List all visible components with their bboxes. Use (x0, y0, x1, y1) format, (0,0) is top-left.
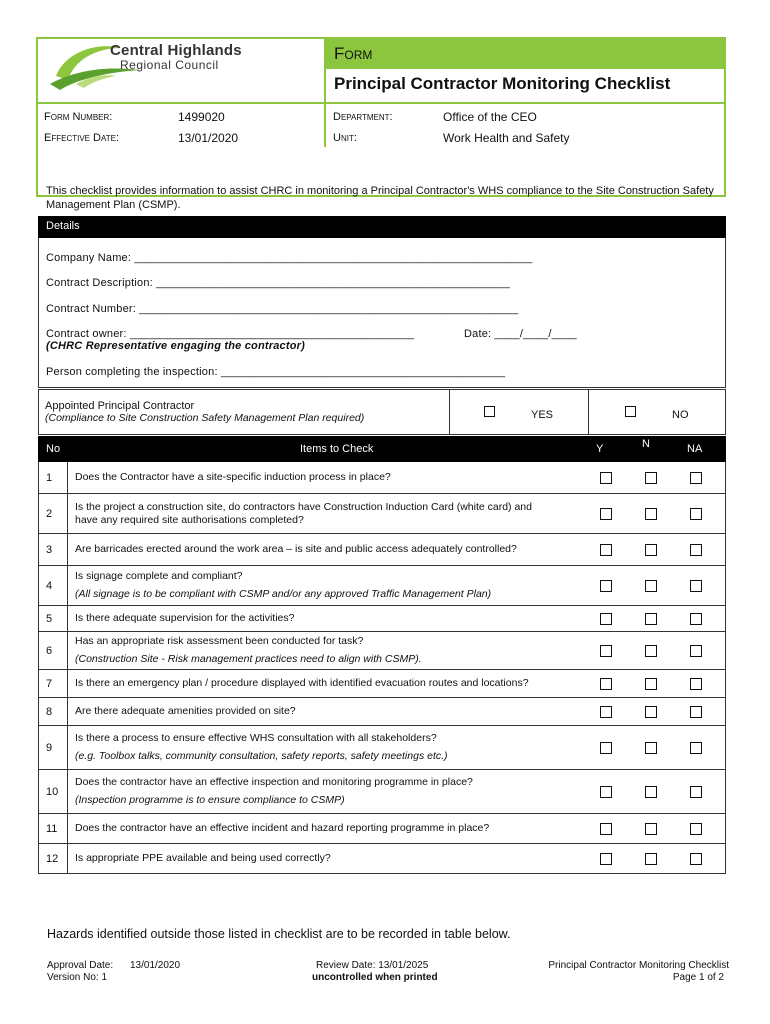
table-row (38, 670, 726, 698)
checkbox-n[interactable] (645, 706, 657, 718)
row-item-note: (e.g. Toolbox talks, community consultation, safety reports, safety meetings etc.) (75, 750, 448, 762)
checkbox-na[interactable] (690, 613, 702, 625)
col-na: NA (687, 443, 703, 455)
col-n: N (642, 438, 650, 450)
row-number: 2 (46, 507, 53, 520)
row-number: 3 (46, 543, 53, 556)
row-number: 10 (46, 785, 59, 798)
checkbox-y[interactable] (600, 742, 612, 754)
date-field[interactable]: Date: ____/____/____ (464, 328, 577, 340)
yes-label: YES (531, 409, 554, 421)
page-number: Page 1 of 2 (672, 972, 724, 983)
row-item-text: Is the project a construction site, do contractors have Construction Induction Card (white card) and have any required site authorisations completed? (75, 500, 532, 526)
unit-value: Work Health and Safety (443, 131, 570, 145)
row-number-cell (39, 814, 68, 843)
effective-date-value: 13/01/2020 (178, 131, 239, 145)
hazards-note: Hazards identified outside those listed in checklist are to be recorded in table below. (47, 927, 511, 941)
row-number: 5 (46, 612, 53, 625)
table-row (38, 632, 726, 670)
row-item-text: Has an appropriate risk assessment been conducted for task? (75, 635, 364, 647)
table-row (38, 534, 726, 566)
row-number: 11 (46, 822, 58, 835)
row-number: 1 (46, 471, 53, 484)
checkbox-n[interactable] (645, 823, 657, 835)
form-bar (324, 38, 725, 69)
appointed-divider (588, 389, 589, 435)
checkbox-y[interactable] (600, 823, 612, 835)
effective-date-label: Effective Date: (44, 132, 120, 144)
row-item-text: Is there an emergency plan / procedure displayed with identified evacuation routes and locations? (75, 677, 529, 689)
uncontrolled-label: uncontrolled when printed (312, 972, 438, 983)
checkbox-n[interactable] (645, 786, 657, 798)
row-item-text: Is appropriate PPE available and being used correctly? (75, 852, 331, 864)
table-row (38, 726, 726, 770)
department-value: Office of the CEO (443, 110, 537, 124)
company-name-field[interactable]: Company Name: _______________________________________________________________ (46, 252, 533, 264)
contract-description-field[interactable]: Contract Description: ________________________________________________________ (46, 277, 510, 289)
details-heading-bar (38, 216, 726, 238)
row-item-text: Are barricades erected around the work area – is site and public access adequately controlled? (75, 543, 517, 555)
row-number-cell (39, 726, 68, 769)
details-box (38, 216, 726, 388)
contract-owner-note: (CHRC Representative engaging the contractor) (46, 340, 305, 352)
table-header (38, 436, 726, 462)
checkbox-na[interactable] (690, 706, 702, 718)
table-row (38, 698, 726, 726)
contract-number-field[interactable]: Contract Number: ____________________________________________________________ (46, 303, 519, 315)
approval-date: 13/01/2020 (130, 960, 181, 971)
row-number-cell (39, 494, 68, 533)
checkbox-y[interactable] (600, 544, 612, 556)
row-item-text: Does the contractor have an effective inspection and monitoring programme in place? (75, 776, 473, 788)
table-row (38, 844, 726, 874)
no-checkbox[interactable] (625, 406, 636, 417)
checkbox-na[interactable] (690, 645, 702, 657)
row-number: 12 (46, 852, 59, 865)
contract-owner-field[interactable]: Contract owner: _____________________________________________ (46, 328, 415, 340)
row-number-cell (39, 632, 68, 669)
checkbox-na[interactable] (690, 580, 702, 592)
row-number-cell (39, 566, 68, 605)
row-number: 4 (46, 579, 53, 592)
form-label: Form (334, 44, 373, 63)
row-item-cell (75, 726, 555, 769)
col-y: Y (596, 443, 604, 455)
yes-checkbox[interactable] (484, 406, 495, 417)
row-item-cell (75, 462, 555, 493)
unit-label: Unit: (333, 132, 357, 144)
header-rule (38, 102, 725, 104)
checkbox-y[interactable] (600, 508, 612, 520)
row-item-text: Does the contractor have an effective incident and hazard reporting programme in place? (75, 822, 490, 834)
review-date: Review Date: 13/01/2025 (316, 960, 429, 971)
row-number: 6 (46, 644, 53, 657)
table-row (38, 494, 726, 534)
checkbox-na[interactable] (690, 853, 702, 865)
no-label: NO (672, 409, 689, 421)
approval-label: Approval Date: (47, 960, 114, 971)
checkbox-na[interactable] (690, 472, 702, 484)
row-number-cell (39, 606, 68, 631)
row-number-cell (39, 770, 68, 813)
form-number-value: 1499020 (178, 110, 225, 124)
table-row (38, 566, 726, 606)
checkbox-na[interactable] (690, 742, 702, 754)
org-name: Central Highlands (110, 42, 242, 59)
checkbox-n[interactable] (645, 508, 657, 520)
row-item-text: Is signage complete and compliant? (75, 570, 243, 582)
checkbox-n[interactable] (645, 613, 657, 625)
row-item-text: Is there adequate supervision for the activities? (75, 612, 295, 624)
form-number-label: Form Number: (44, 111, 113, 123)
footer-doc-title: Principal Contractor Monitoring Checklist (548, 960, 729, 971)
checkbox-na[interactable] (690, 823, 702, 835)
row-item-cell (75, 566, 555, 605)
row-item-note: (All signage is to be compliant with CSMP and/or any approved Traffic Management Plan) (75, 588, 492, 600)
checkbox-y[interactable] (600, 472, 612, 484)
table-row (38, 814, 726, 844)
appointed-title: Appointed Principal Contractor (45, 400, 195, 412)
col-items: Items to Check (300, 443, 374, 455)
checkbox-y[interactable] (600, 786, 612, 798)
row-number-cell (39, 462, 68, 493)
row-number: 7 (46, 677, 53, 690)
version-number: Version No: 1 (47, 972, 108, 983)
intro-text: This checklist provides information to assist CHRC in monitoring a Principal Contractor's WHS compliance to the Site Construction Safety Management Plan (CSMP). (46, 185, 714, 211)
row-item-text: Are there adequate amenities provided on site? (75, 705, 296, 717)
checkbox-na[interactable] (690, 544, 702, 556)
col-no: No (46, 443, 61, 455)
person-completing-field[interactable]: Person completing the inspection: _____________________________________________ (46, 366, 506, 378)
page-title: Principal Contractor Monitoring Checklist (334, 74, 671, 93)
department-label: Department: (333, 111, 393, 123)
row-item-cell (75, 670, 555, 697)
checkbox-y[interactable] (600, 645, 612, 657)
checkbox-n[interactable] (645, 645, 657, 657)
checkbox-n[interactable] (645, 580, 657, 592)
row-item-cell (75, 494, 555, 533)
row-item-cell (75, 632, 555, 669)
row-item-note: (Inspection programme is to ensure compliance to CSMP) (75, 794, 345, 806)
details-heading: Details (46, 220, 80, 232)
checkbox-na[interactable] (690, 678, 702, 690)
checkbox-n[interactable] (645, 472, 657, 484)
row-number-cell (39, 534, 68, 565)
org-subname: Regional Council (120, 58, 219, 72)
row-number: 9 (46, 741, 53, 754)
checkbox-y[interactable] (600, 580, 612, 592)
row-item-cell (75, 844, 555, 873)
table-row (38, 606, 726, 632)
row-item-text: Does the Contractor have a site-specific induction process in place? (75, 471, 391, 483)
checkbox-y[interactable] (600, 706, 612, 718)
row-item-cell (75, 770, 555, 813)
row-item-cell (75, 698, 555, 725)
row-number-cell (39, 670, 68, 697)
row-number-cell (39, 844, 68, 873)
row-item-cell (75, 606, 555, 631)
row-number: 8 (46, 705, 53, 718)
checkbox-y[interactable] (600, 613, 612, 625)
table-row (38, 770, 726, 814)
checkbox-n[interactable] (645, 678, 657, 690)
row-item-text: Is there a process to ensure effective WHS consultation with all stakeholders? (75, 732, 437, 744)
appointed-divider (449, 389, 450, 435)
checkbox-n[interactable] (645, 544, 657, 556)
table-row (38, 462, 726, 494)
checkbox-n[interactable] (645, 853, 657, 865)
checkbox-na[interactable] (690, 508, 702, 520)
checkbox-na[interactable] (690, 786, 702, 798)
row-item-cell (75, 814, 555, 843)
row-item-cell (75, 534, 555, 565)
row-item-note: (Construction Site - Risk management practices need to align with CSMP). (75, 653, 422, 665)
appointed-note: (Compliance to Site Construction Safety Management Plan required) (45, 412, 365, 424)
header-divider (324, 69, 326, 147)
checkbox-y[interactable] (600, 678, 612, 690)
row-number-cell (39, 698, 68, 725)
checkbox-n[interactable] (645, 742, 657, 754)
checkbox-y[interactable] (600, 853, 612, 865)
